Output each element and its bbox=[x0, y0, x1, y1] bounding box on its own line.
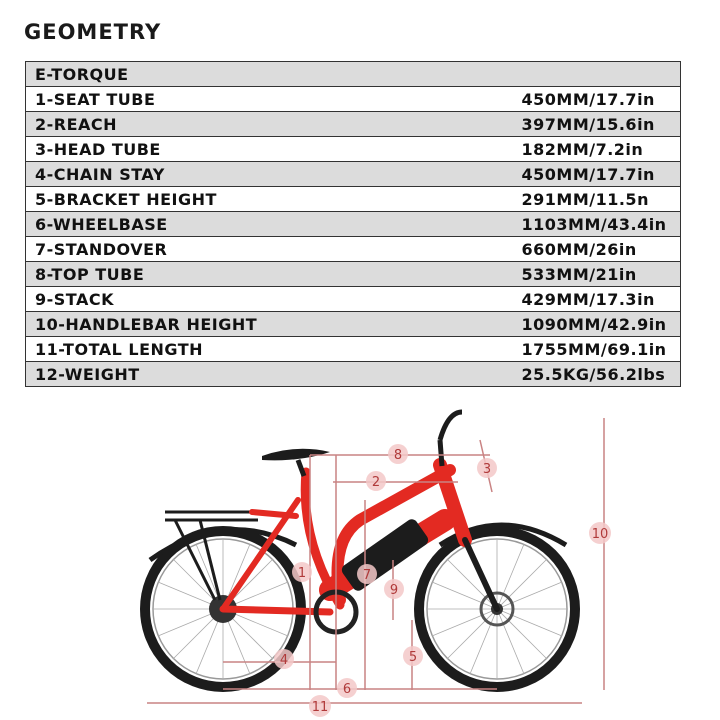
row-label: 5-BRACKET HEIGHT bbox=[26, 187, 522, 212]
marker-label: 5 bbox=[408, 650, 418, 665]
table-row bbox=[26, 162, 681, 187]
row-label: 4-CHAIN STAY bbox=[26, 162, 522, 187]
marker-1 bbox=[292, 562, 312, 582]
marker-label: 2 bbox=[371, 475, 381, 490]
marker-label: 1 bbox=[297, 566, 307, 581]
table-header-row bbox=[26, 62, 681, 87]
marker-3 bbox=[477, 458, 497, 478]
row-value: 1755MM/69.1in bbox=[522, 337, 681, 362]
marker-8 bbox=[388, 444, 408, 464]
row-value: 397MM/15.6in bbox=[522, 112, 681, 137]
row-value: 25.5KG/56.2lbs bbox=[522, 362, 681, 387]
marker-label: 11 bbox=[311, 700, 329, 715]
marker-label: 7 bbox=[362, 568, 372, 583]
table-row bbox=[26, 287, 681, 312]
marker-label: 8 bbox=[393, 448, 403, 463]
marker-11 bbox=[309, 695, 331, 717]
table-row bbox=[26, 262, 681, 287]
row-value: 533MM/21in bbox=[522, 262, 681, 287]
row-value: 450MM/17.7in bbox=[522, 162, 681, 187]
table-row bbox=[26, 87, 681, 112]
seat bbox=[262, 449, 330, 476]
marker-label: 4 bbox=[279, 653, 289, 668]
handlebar bbox=[440, 412, 462, 466]
table-row bbox=[26, 212, 681, 237]
row-value: 1103MM/43.4in bbox=[522, 212, 681, 237]
geometry-table bbox=[25, 61, 681, 387]
table-row bbox=[26, 312, 681, 337]
marker-5 bbox=[403, 646, 423, 666]
marker-9 bbox=[384, 579, 404, 599]
row-label: 3-HEAD TUBE bbox=[26, 137, 522, 162]
table-row bbox=[26, 187, 681, 212]
marker-label: 10 bbox=[591, 527, 609, 542]
table-row bbox=[26, 112, 681, 137]
table-row bbox=[26, 362, 681, 387]
page-title: GEOMETRY bbox=[24, 20, 162, 44]
row-label: 6-WHEELBASE bbox=[26, 212, 522, 237]
row-label: 12-WEIGHT bbox=[26, 362, 522, 387]
row-value: 450MM/17.7in bbox=[522, 87, 681, 112]
table-row bbox=[26, 337, 681, 362]
table-row bbox=[26, 237, 681, 262]
marker-label: 9 bbox=[389, 583, 399, 598]
row-label: 8-TOP TUBE bbox=[26, 262, 522, 287]
row-value: 182MM/7.2in bbox=[522, 137, 681, 162]
marker-7 bbox=[357, 564, 377, 584]
table-row bbox=[26, 137, 681, 162]
marker-6 bbox=[337, 678, 357, 698]
row-label: 9-STACK bbox=[26, 287, 522, 312]
row-label: 10-HANDLEBAR HEIGHT bbox=[26, 312, 522, 337]
marker-4 bbox=[274, 649, 294, 669]
row-label: 1-SEAT TUBE bbox=[26, 87, 522, 112]
row-label: 11-TOTAL LENGTH bbox=[26, 337, 522, 362]
model-name: E-TORQUE bbox=[26, 62, 681, 87]
marker-label: 6 bbox=[342, 682, 352, 697]
row-value: 429MM/17.3in bbox=[522, 287, 681, 312]
marker-label: 3 bbox=[482, 462, 492, 477]
rear-rack bbox=[165, 512, 258, 600]
row-value: 291MM/11.5n bbox=[522, 187, 681, 212]
row-value: 660MM/26in bbox=[522, 237, 681, 262]
row-label: 2-REACH bbox=[26, 112, 522, 137]
bike-geometry-diagram bbox=[0, 400, 720, 720]
row-label: 7-STANDOVER bbox=[26, 237, 522, 262]
row-value: 1090MM/42.9in bbox=[522, 312, 681, 337]
marker-2 bbox=[366, 471, 386, 491]
marker-10 bbox=[589, 522, 611, 544]
